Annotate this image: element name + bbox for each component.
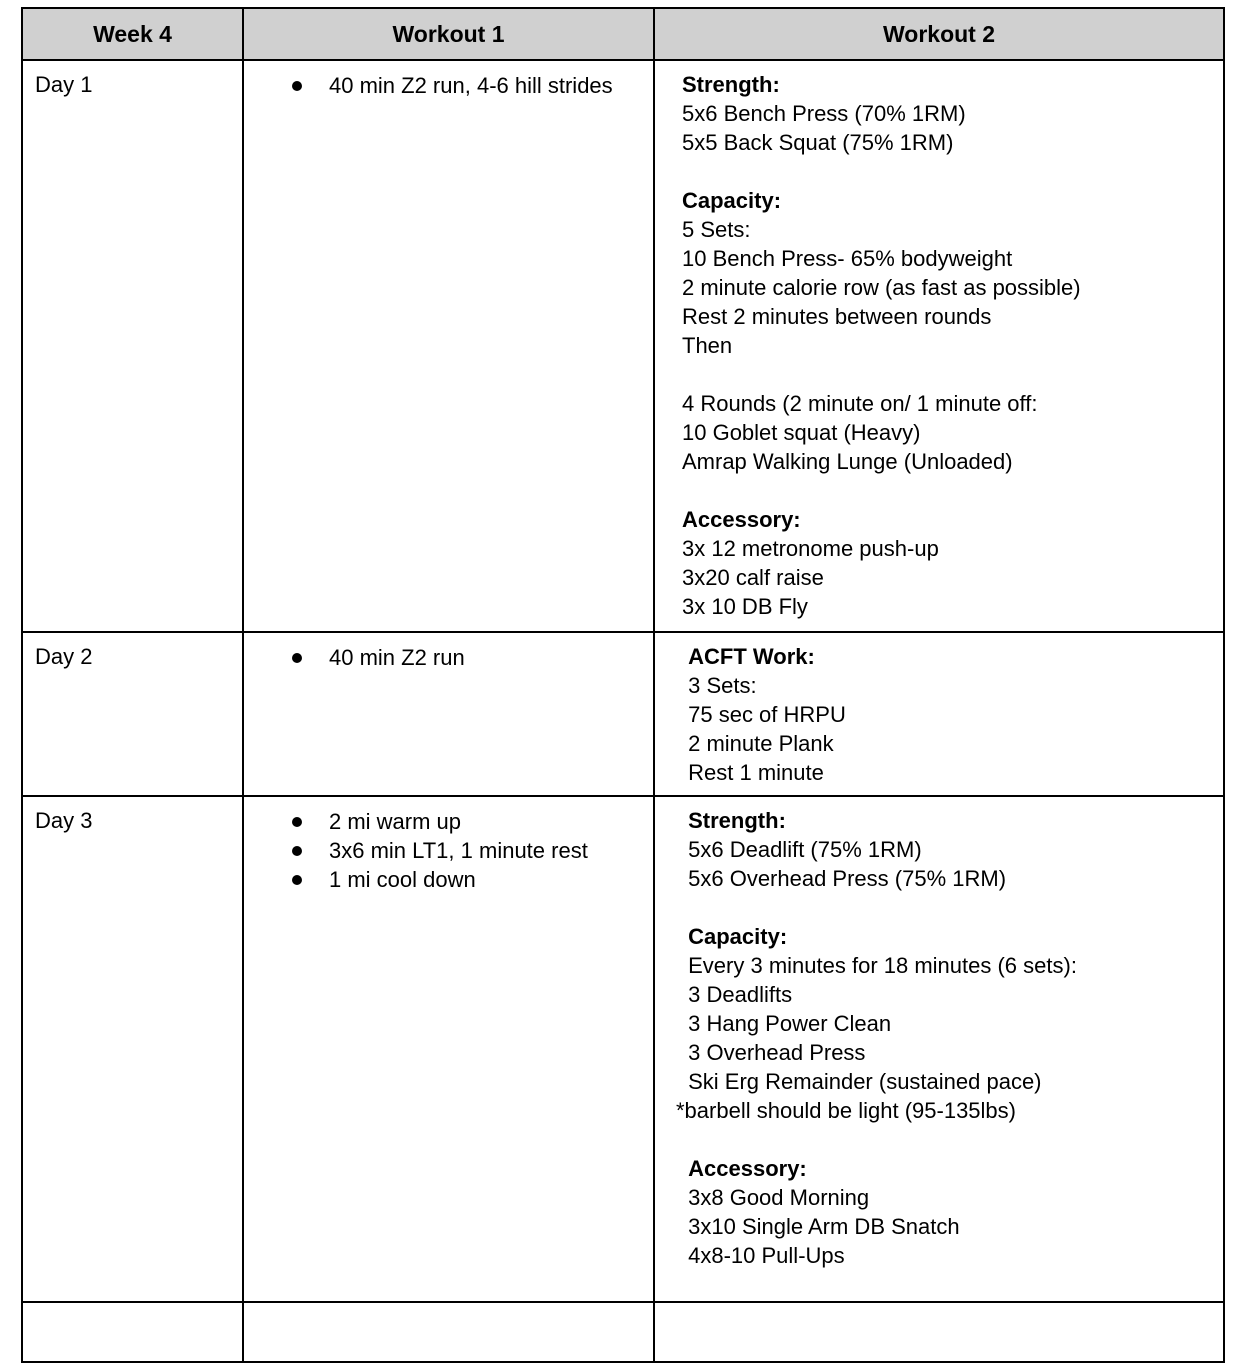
workout2-section-heading: Capacity:	[682, 924, 788, 949]
workout2-line: 5x6 Deadlift (75% 1RM)	[682, 837, 922, 862]
workout1-list	[244, 807, 647, 894]
workout2-section-heading: Accessory:	[682, 1156, 807, 1181]
day-cell	[22, 60, 243, 632]
workout1-bullet-item	[292, 807, 647, 836]
day-label: Day 3	[35, 808, 93, 833]
workout1-cell	[243, 632, 654, 796]
header-week: Week 4	[22, 8, 243, 60]
day-cell	[22, 632, 243, 796]
bullet-text: 40 min Z2 run	[329, 645, 465, 670]
bullet-text: 2 mi warm up	[329, 809, 462, 834]
workout1-cell	[243, 1302, 654, 1362]
workout1-cell	[243, 796, 654, 1302]
workout2-section-heading: Accessory:	[682, 507, 801, 532]
table-row	[22, 632, 1224, 796]
workout2-line	[682, 157, 1215, 186]
workout2-line: 3x8 Good Morning	[682, 1185, 870, 1210]
bullet-text: 1 mi cool down	[329, 867, 476, 892]
workout2-line: 2 minute calorie row (as fast as possible)	[682, 275, 1081, 300]
workout2-section-heading: ACFT Work:	[682, 644, 815, 669]
bullet-text: 3x6 min LT1, 1 minute rest	[329, 838, 588, 863]
bullet-icon	[292, 875, 302, 885]
workout2-cell	[654, 796, 1224, 1302]
workout2-line: 75 sec of HRPU	[682, 702, 846, 727]
table-row	[22, 796, 1224, 1302]
workout-schedule-table	[21, 7, 1225, 1363]
workout1-bullet-item	[292, 71, 647, 100]
workout2-line: 4x8-10 Pull-Ups	[682, 1243, 845, 1268]
workout2-line: Ski Erg Remainder (sustained pace)	[682, 1069, 1042, 1094]
workout2-line: Every 3 minutes for 18 minutes (6 sets):	[682, 953, 1077, 978]
day-label: Day 2	[35, 644, 93, 669]
workout2-line: 3x 12 metronome push-up	[682, 536, 939, 561]
workout2-line: 5x6 Bench Press (70% 1RM)	[682, 101, 966, 126]
bullet-icon	[292, 653, 302, 663]
bullet-icon	[292, 817, 302, 827]
workout1-list	[244, 643, 647, 672]
workout2-line: 10 Goblet squat (Heavy)	[682, 420, 921, 445]
header-row	[22, 8, 1224, 60]
workout2-line: Rest 1 minute	[682, 760, 824, 785]
workout2-line	[682, 1125, 1215, 1154]
workout1-bullet-item	[292, 865, 647, 894]
workout2-line: 3 Deadlifts	[682, 982, 793, 1007]
workout2-line: Then	[682, 333, 733, 358]
workout2-section-heading: Strength:	[682, 72, 780, 97]
partial-next-row	[22, 1302, 1224, 1362]
workout2-line: *barbell should be light (95-135lbs)	[676, 1098, 1016, 1123]
workout2-line: 3 Hang Power Clean	[682, 1011, 892, 1036]
workout2-line: 3x 10 DB Fly	[682, 594, 808, 619]
day-label: Day 1	[35, 72, 93, 97]
bullet-icon	[292, 846, 302, 856]
workout2-line: 2 minute Plank	[682, 731, 834, 756]
workout2-line	[682, 360, 1215, 389]
day-cell	[22, 1302, 243, 1362]
workout2-line: 5x5 Back Squat (75% 1RM)	[682, 130, 954, 155]
workout1-list	[244, 71, 647, 100]
bullet-text: 40 min Z2 run, 4-6 hill strides	[329, 73, 613, 98]
workout2-line: 5 Sets:	[682, 217, 751, 242]
workout1-bullet-item	[292, 836, 647, 865]
bullet-icon	[292, 81, 302, 91]
workout2-line: 10 Bench Press- 65% bodyweight	[682, 246, 1013, 271]
workout2-line	[682, 893, 1215, 922]
header-workout2: Workout 2	[654, 8, 1224, 60]
workout1-cell	[243, 60, 654, 632]
workout2-line: 3x10 Single Arm DB Snatch	[682, 1214, 960, 1239]
workout2-section-heading: Capacity:	[682, 188, 782, 213]
workout2-cell	[654, 60, 1224, 632]
workout1-bullet-item	[292, 643, 647, 672]
workout2-line: 4 Rounds (2 minute on/ 1 minute off:	[682, 391, 1038, 416]
workout2-line: 3 Sets:	[682, 673, 757, 698]
workout2-cell	[654, 1302, 1224, 1362]
workout2-line: 3 Overhead Press	[682, 1040, 866, 1065]
workout2-line: 3x20 calf raise	[682, 565, 824, 590]
workout2-line	[682, 476, 1215, 505]
workout2-line: Amrap Walking Lunge (Unloaded)	[682, 449, 1013, 474]
table-row	[22, 60, 1224, 632]
workout2-line: 5x6 Overhead Press (75% 1RM)	[682, 866, 1007, 891]
workout2-line: Rest 2 minutes between rounds	[682, 304, 992, 329]
day-cell	[22, 796, 243, 1302]
header-workout1: Workout 1	[243, 8, 654, 60]
workout2-cell	[654, 632, 1224, 796]
workout2-section-heading: Strength:	[682, 808, 786, 833]
